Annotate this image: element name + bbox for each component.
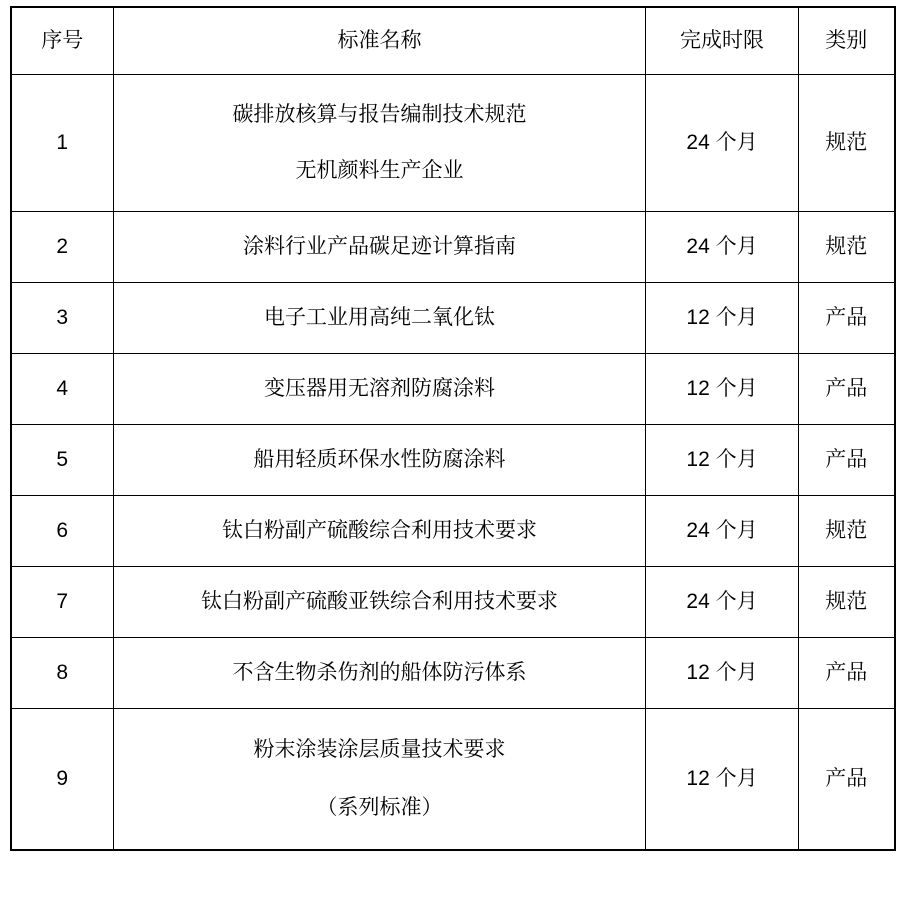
cell-name (114, 709, 646, 851)
cell-name-lines (120, 735, 639, 824)
column-header-time: 完成时限 (646, 7, 799, 75)
cell-type: 规范 (799, 496, 895, 567)
cell-name: 船用轻质环保水性防腐涂料 (114, 425, 646, 496)
table-row (11, 75, 895, 212)
cell-type: 规范 (799, 567, 895, 638)
cell-name: 涂料行业产品碳足迹计算指南 (114, 212, 646, 283)
cell-name-line: 碳排放核算与报告编制技术规范 (232, 102, 527, 126)
table-row (11, 283, 895, 354)
cell-time: 24 个月 (646, 496, 799, 567)
cell-name-line: 无机颜料生产企业 (295, 159, 464, 182)
cell-type: 产品 (799, 283, 895, 354)
cell-type: 规范 (799, 212, 895, 283)
table-body (11, 75, 895, 851)
table-row (11, 638, 895, 709)
table-header (11, 7, 895, 75)
cell-name (114, 75, 646, 212)
cell-time: 12 个月 (646, 354, 799, 425)
cell-index: 4 (11, 354, 114, 425)
table-row (11, 354, 895, 425)
cell-name-line: 粉末涂装涂层质量技术要求 (253, 737, 506, 761)
cell-index: 5 (11, 425, 114, 496)
cell-type: 产品 (799, 638, 895, 709)
table-row (11, 212, 895, 283)
cell-type: 产品 (799, 425, 895, 496)
cell-time: 24 个月 (646, 567, 799, 638)
cell-index: 6 (11, 496, 114, 567)
table-row (11, 567, 895, 638)
table-row (11, 425, 895, 496)
table-row (11, 709, 895, 851)
cell-index: 9 (11, 709, 114, 851)
table-header-row (11, 7, 895, 75)
standards-table (10, 6, 896, 851)
cell-index: 8 (11, 638, 114, 709)
column-header-name: 标准名称 (114, 7, 646, 75)
table-row (11, 496, 895, 567)
cell-name-lines (120, 100, 639, 187)
cell-time: 12 个月 (646, 283, 799, 354)
cell-type: 规范 (799, 75, 895, 212)
cell-time: 12 个月 (646, 709, 799, 851)
cell-time: 24 个月 (646, 212, 799, 283)
cell-type: 产品 (799, 354, 895, 425)
cell-time: 12 个月 (646, 638, 799, 709)
cell-time: 12 个月 (646, 425, 799, 496)
column-header-type: 类别 (799, 7, 895, 75)
cell-name: 不含生物杀伤剂的船体防污体系 (114, 638, 646, 709)
cell-index: 3 (11, 283, 114, 354)
cell-name-line: （系列标准） (316, 796, 443, 819)
column-header-index: 序号 (11, 7, 114, 75)
cell-name: 变压器用无溶剂防腐涂料 (114, 354, 646, 425)
cell-name: 钛白粉副产硫酸综合利用技术要求 (114, 496, 646, 567)
cell-time: 24 个月 (646, 75, 799, 212)
cell-index: 1 (11, 75, 114, 212)
cell-name: 钛白粉副产硫酸亚铁综合利用技术要求 (114, 567, 646, 638)
cell-name: 电子工业用高纯二氧化钛 (114, 283, 646, 354)
cell-index: 7 (11, 567, 114, 638)
cell-index: 2 (11, 212, 114, 283)
cell-type: 产品 (799, 709, 895, 851)
